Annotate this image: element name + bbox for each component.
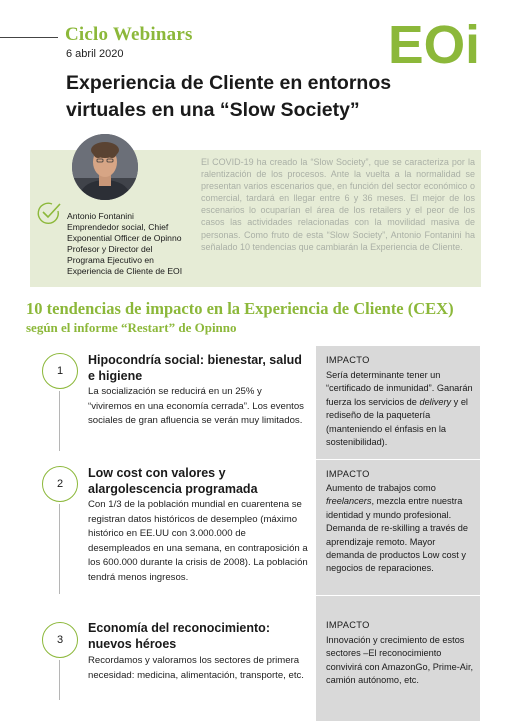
trend-connector-line <box>59 391 60 451</box>
impact-label: IMPACTO <box>326 469 370 479</box>
trend-number-badge: 1 <box>42 353 78 389</box>
page-title: Experiencia de Cliente en entornos virtuales en una “Slow Society” <box>66 72 392 121</box>
impact-text: Sería determinante tener un “certificado de inmunidad”. Ganarán fuerza los servicios de delivery y el rediseño de la paquetería (manteniendo el énfasis en la sostenibilidad). <box>326 370 473 448</box>
impact-divider <box>316 595 480 596</box>
trend-body: Recordamos y valoramos los sectores de primera necesidad: medicina, alimentación, transporte, etc. <box>88 655 304 681</box>
trend-number-badge: 2 <box>42 466 78 502</box>
eoi-logo <box>388 18 482 68</box>
impact-label: IMPACTO <box>326 355 370 365</box>
speaker-name: Antonio Fontanini <box>67 211 134 221</box>
trend-body: La socialización se reducirá en un 25% y “viviremos en una economía cerrada”. Los eventos sociales de gran afluencia se verán muy limitados. <box>88 386 304 427</box>
trend-number-badge: 3 <box>42 622 78 658</box>
impact-text: Aumento de trabajos como freelancers, mezcla entre nuestra identidad y mundo profesional. Demanda de re-skilling a través de aprendizaje remoto. Mayor demanda de productos Low cost y negocios de reparaciones. <box>326 483 468 574</box>
series-title: Ciclo Webinars <box>65 24 193 45</box>
section-subtitle: según el informe “Restart” de Opinno <box>26 320 237 335</box>
speaker-info: Antonio Fontanini Emprendedor social, Chief Exponential Officer de Opinno Profesor y Director del Programa Ejecutivo en Experiencia de Cliente de EOI <box>67 211 195 276</box>
section-title: 10 tendencias de impacto en la Experiencia de Cliente (CEX) <box>26 299 454 318</box>
impact-label: IMPACTO <box>326 620 370 630</box>
checkmark-badge-icon <box>36 200 62 226</box>
header-rule <box>0 37 58 38</box>
intro-paragraph: El COVID-19 ha creado la “Slow Society”, que se caracteriza por la ralentización de los procesos. Ante la vuelta a la normalidad se presentan varios escenarios que, en función del sector económico o comercial, tardará en llegar entre 6 y 36 meses. El mejor de los escenarios lo ocuparían el área de los retailers y el peor de los casos las actividades relacionadas con la movilidad masiva de personas. Como fruto de esta “Slow Society”, Antonio Fontanini ha señalado 10 tendencias que cambiarán la Experiencia de Cliente. <box>201 157 475 252</box>
trend-title: Economía del reconocimiento: nuevos héroes <box>88 621 270 651</box>
speaker-photo <box>72 134 138 200</box>
svg-text:EOi: EOi <box>388 18 480 68</box>
trend-title: Low cost con valores y alargolescencia programada <box>88 466 258 496</box>
trend-title: Hipocondría social: bienestar, salud e higiene <box>88 353 302 383</box>
trend-body: Con 1/3 de la población mundial en cuarentena se registran datos históricos de desempleo (máximo histórico en EE.UU con 3.000.000 de desempleados en una semana, en contraposición a los 600.000 durante la crisis de 2008). La población tendrá menos ingresos. <box>88 499 308 583</box>
event-date: 6 abril 2020 <box>66 48 124 60</box>
impact-text: Innovación y crecimiento de estos sectores –El reconocimiento convivirá con AmazonGo, Prime-Air, camión autónomo, etc. <box>326 635 474 686</box>
trend-connector-line <box>59 660 60 700</box>
impact-divider <box>316 459 480 460</box>
trend-connector-line <box>59 504 60 594</box>
